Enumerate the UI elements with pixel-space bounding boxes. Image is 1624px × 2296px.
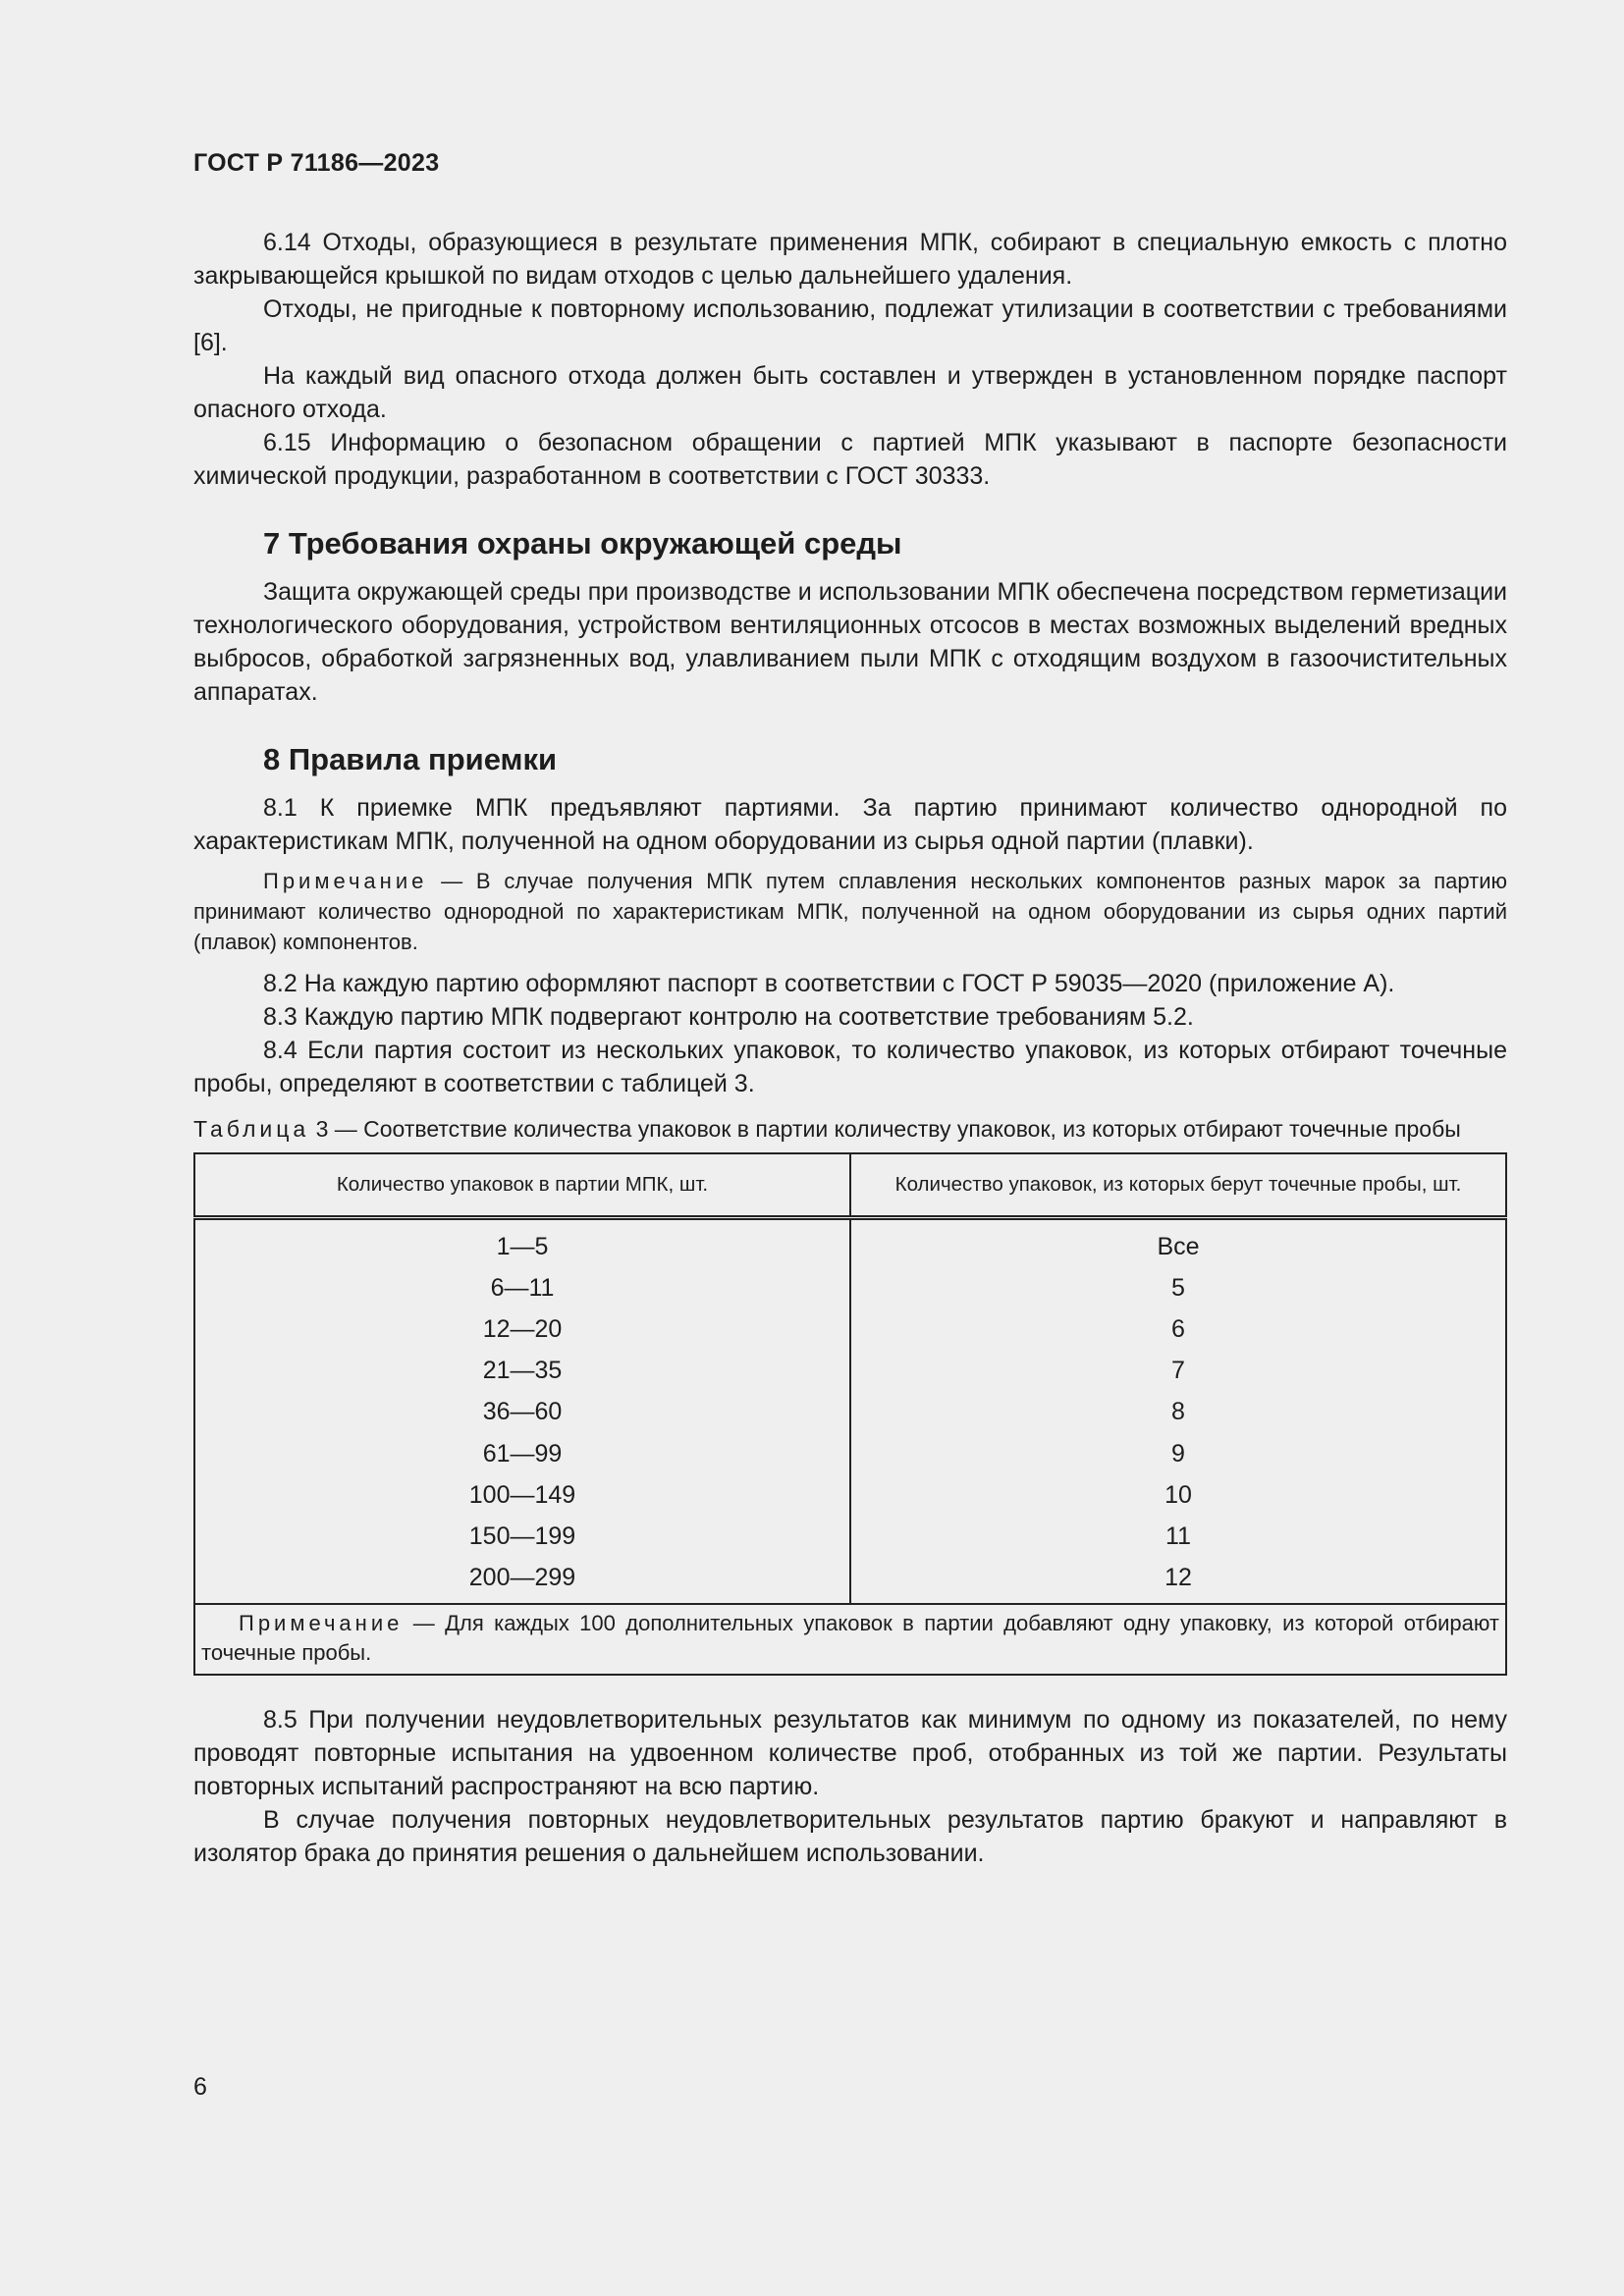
section-7-paragraph: Защита окружающей среды при производстве и использовании МПК обеспечена посредством герметизации технологического оборудования, устройством вентиляционных отсосов в местах возможных выделений вредных выбросов, обработкой загрязненных вод, улавливанием пыли МПК с отходящим воздухом в газоочистительных аппаратах. [193,578,1507,706]
table-cell-batch: 12—20 [194,1308,850,1350]
table-cell-samples: 6 [850,1308,1506,1350]
table-row [194,1392,1506,1433]
document-body [193,226,1507,1870]
table-row [194,1218,1506,1268]
table-cell-samples: 7 [850,1351,1506,1392]
section-8-title: 8 Правила приемки [263,742,558,776]
table-header-sample-count: Количество упаковок, из которых берут точечные пробы, шт. [850,1153,1506,1218]
table-cell-samples: 5 [850,1267,1506,1308]
table-caption-text: 3 — Соответствие количества упаковок в партии количеству упаковок, из которых отбирают точечные пробы [309,1116,1461,1142]
table-header-batch-count: Количество упаковок в партии МПК, шт. [194,1153,850,1218]
clause-6-15: 6.15 Информацию о безопасном обращении с партией МПК указывают в паспорте безопасности химической продукции, разработанном в соответствии с ГОСТ 30333. [193,429,1507,490]
table-cell-batch: 1—5 [194,1218,850,1268]
table-cell-batch: 6—11 [194,1267,850,1308]
table-note-text: — Для каждых 100 дополнительных упаковок в партии добавляют одну упаковку, из которой отбирают точечные пробы. [201,1610,1499,1665]
table-cell-batch: 150—199 [194,1516,850,1557]
table-cell-samples: 8 [850,1392,1506,1433]
table-row [194,1351,1506,1392]
clause-8-4: 8.4 Если партия состоит из нескольких упаковок, то количество упаковок, из которых отбирают точечные пробы, определяют в соответствии с таблицей 3. [193,1037,1507,1097]
table-row [194,1474,1506,1516]
clause-8-1: 8.1 К приемке МПК предъявляют партиями. За партию принимают количество однородной по характеристикам МПК, полученной на одном оборудовании из сырья одной партии (плавки). [193,794,1507,855]
table-cell-samples: 12 [850,1558,1506,1604]
table-cell-samples: 9 [850,1433,1506,1474]
table-note-label: Примечание [239,1610,404,1635]
table-note-row [194,1604,1506,1675]
document-header: ГОСТ Р 71186—2023 [193,149,440,177]
table-cell-samples: 10 [850,1474,1506,1516]
table-row [194,1308,1506,1350]
table-row [194,1516,1506,1557]
table-cell-batch: 61—99 [194,1433,850,1474]
table-row [194,1558,1506,1604]
table-3 [193,1152,1507,1676]
table-cell-samples: 11 [850,1516,1506,1557]
clause-6-14: 6.14 Отходы, образующиеся в результате применения МПК, собирают в специальную емкость с плотно закрывающейся крышкой по видам отходов с целью дальнейшего удаления. [193,229,1507,290]
paragraph-rejection: В случае получения повторных неудовлетворительных результатов партию бракуют и направляют в изолятор брака до принятия решения о дальнейшем использовании. [193,1805,1507,1867]
table-cell-batch: 200—299 [194,1558,850,1604]
table-row [194,1433,1506,1474]
paragraph-waste-disposal: Отходы, не пригодные к повторному использованию, подлежат утилизации в соответствии с требованиями [6]. [193,295,1507,356]
table-cell-batch: 36—60 [194,1392,850,1433]
paragraph-waste-passport: На каждый вид опасного отхода должен быть составлен и утвержден в установленном порядке паспорт опасного отхода. [193,362,1507,423]
clause-8-3: 8.3 Каждую партию МПК подвергают контролю на соответствие требованиям 5.2. [263,1003,1194,1031]
section-7-title: 7 Требования охраны окружающей среды [263,526,902,561]
table-row [194,1267,1506,1308]
table-caption-label: Таблица [193,1116,310,1142]
clause-8-5: 8.5 При получении неудовлетворительных результатов как минимум по одному из показателей, по нему проводят повторные испытания на удвоенном количестве проб, отобранных из той же партии. Результаты повторных испытаний распространяют на всю партию. [193,1705,1507,1800]
table-cell-samples: Все [850,1218,1506,1268]
clause-8-2: 8.2 На каждую партию оформляют паспорт в соответствии с ГОСТ Р 59035—2020 (приложение А). [263,970,1395,997]
table-cell-batch: 100—149 [194,1474,850,1516]
note-8-1 [193,866,1507,957]
note-text: — В случае получения МПК путем сплавления нескольких компонентов разных марок за партию принимают количество однородной по характеристикам МПК, полученной на одном оборудовании из сырья одних партий (плавок) компонентов. [193,869,1507,954]
table-cell-batch: 21—35 [194,1351,850,1392]
table-note [194,1604,1506,1675]
page-number: 6 [193,2073,207,2101]
note-label: Примечание [263,869,428,893]
table-3-caption [193,1114,1507,1145]
